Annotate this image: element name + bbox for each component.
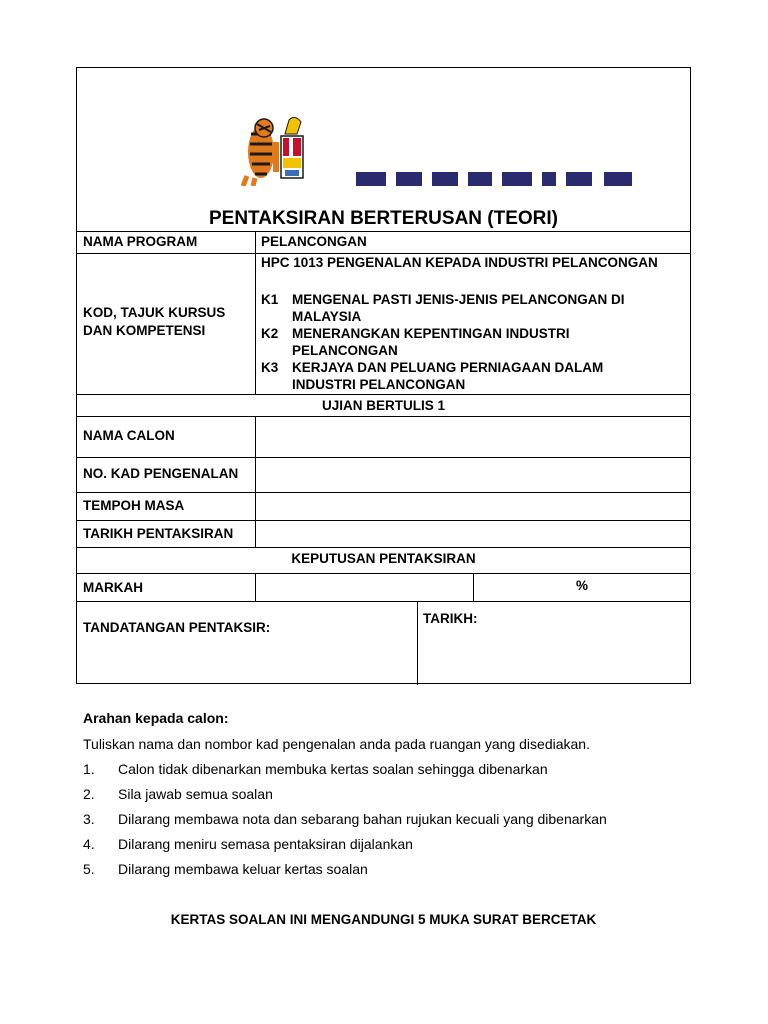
- list-item: Dilarang membawa keluar kertas soalan: [118, 861, 368, 877]
- sign-date-field[interactable]: [419, 603, 690, 683]
- page-count-note: KERTAS SOALAN INI MENGANDUNGI 5 MUKA SURAT BERCETAK: [170, 912, 597, 927]
- crest-logo: [237, 114, 307, 186]
- list-item: Sila jawab semua soalan: [118, 786, 273, 802]
- column-divider: [255, 416, 256, 547]
- list-item: Dilarang membawa nota dan sebarang bahan rujukan kecuali yang dibenarkan: [118, 811, 607, 827]
- column-divider: [255, 573, 256, 601]
- signature-field[interactable]: [79, 603, 415, 683]
- list-item-number: 2.: [83, 786, 95, 802]
- list-item-number: 5.: [83, 861, 95, 877]
- page-title: PENTAKSIRAN BERTERUSAN (TEORI): [208, 208, 559, 229]
- institution-banner: [356, 172, 656, 186]
- signature-label: TANDATANGAN PENTAKSIR:: [83, 620, 271, 635]
- program-value: PELANCONGAN: [261, 234, 367, 249]
- list-item: Calon tidak dibenarkan membuka kertas soalan sehingga dibenarkan: [118, 761, 548, 777]
- duration-field[interactable]: [257, 494, 690, 519]
- list-item-number: 3.: [83, 811, 95, 827]
- column-divider: [255, 231, 256, 394]
- percent-symbol: %: [576, 578, 589, 593]
- candidate-name-label: NAMA CALON: [83, 428, 175, 443]
- row-divider: [77, 457, 690, 458]
- percent-field[interactable]: [475, 575, 690, 600]
- column-divider: [417, 601, 418, 685]
- competency-text-cont: MALAYSIA: [292, 309, 362, 324]
- competency-code: K1: [261, 292, 279, 307]
- competency-text-cont: INDUSTRI PELANCONGAN: [292, 377, 466, 392]
- exam-title: UJIAN BERTULIS 1: [321, 398, 446, 413]
- row-divider: [77, 573, 690, 574]
- date-label: TARIKH PENTAKSIRAN: [83, 526, 234, 541]
- program-label: NAMA PROGRAM: [83, 234, 198, 249]
- ic-label: NO. KAD PENGENALAN: [83, 466, 239, 481]
- row-divider: [77, 416, 690, 417]
- instructions-intro: Tuliskan nama dan nombor kad pengenalan anda pada ruangan yang disediakan.: [83, 736, 590, 752]
- decision-title: KEPUTUSAN PENTAKSIRAN: [291, 551, 476, 566]
- competency-text-cont: PELANCONGAN: [292, 343, 398, 358]
- row-divider: [77, 253, 690, 254]
- course-label-line2: DAN KOMPETENSI: [83, 323, 206, 338]
- competency-code: K2: [261, 326, 279, 341]
- marks-field[interactable]: [257, 575, 471, 600]
- duration-label: TEMPOH MASA: [83, 498, 185, 513]
- row-divider: [77, 520, 690, 521]
- course-label: KOD, TAJUK KURSUS: [83, 305, 226, 320]
- competency-text: MENERANGKAN KEPENTINGAN INDUSTRI: [292, 326, 570, 341]
- competency-text: MENGENAL PASTI JENIS-JENIS PELANCONGAN DI: [292, 292, 625, 307]
- row-divider: [77, 231, 690, 232]
- assessment-form: [76, 67, 691, 684]
- row-divider: [77, 547, 690, 548]
- course-title: HPC 1013 PENGENALAN KEPADA INDUSTRI PELANCONGAN: [261, 255, 658, 270]
- column-divider: [473, 573, 474, 601]
- list-item-number: 1.: [83, 761, 95, 777]
- row-divider: [77, 601, 690, 602]
- row-divider: [77, 492, 690, 493]
- competency-code: K3: [261, 360, 279, 375]
- list-item: Dilarang meniru semasa pentaksiran dijalankan: [118, 836, 413, 852]
- assessment-date-field[interactable]: [257, 522, 690, 546]
- competency-text: KERJAYA DAN PELUANG PERNIAGAAN DALAM: [292, 360, 604, 375]
- ic-number-field[interactable]: [257, 459, 690, 491]
- list-item-number: 4.: [83, 836, 95, 852]
- instructions-heading: Arahan kepada calon:: [83, 710, 229, 726]
- candidate-name-field[interactable]: [257, 418, 690, 456]
- sign-date-label: TARIKH:: [423, 611, 478, 626]
- marks-label: MARKAH: [83, 580, 143, 595]
- row-divider: [77, 394, 690, 395]
